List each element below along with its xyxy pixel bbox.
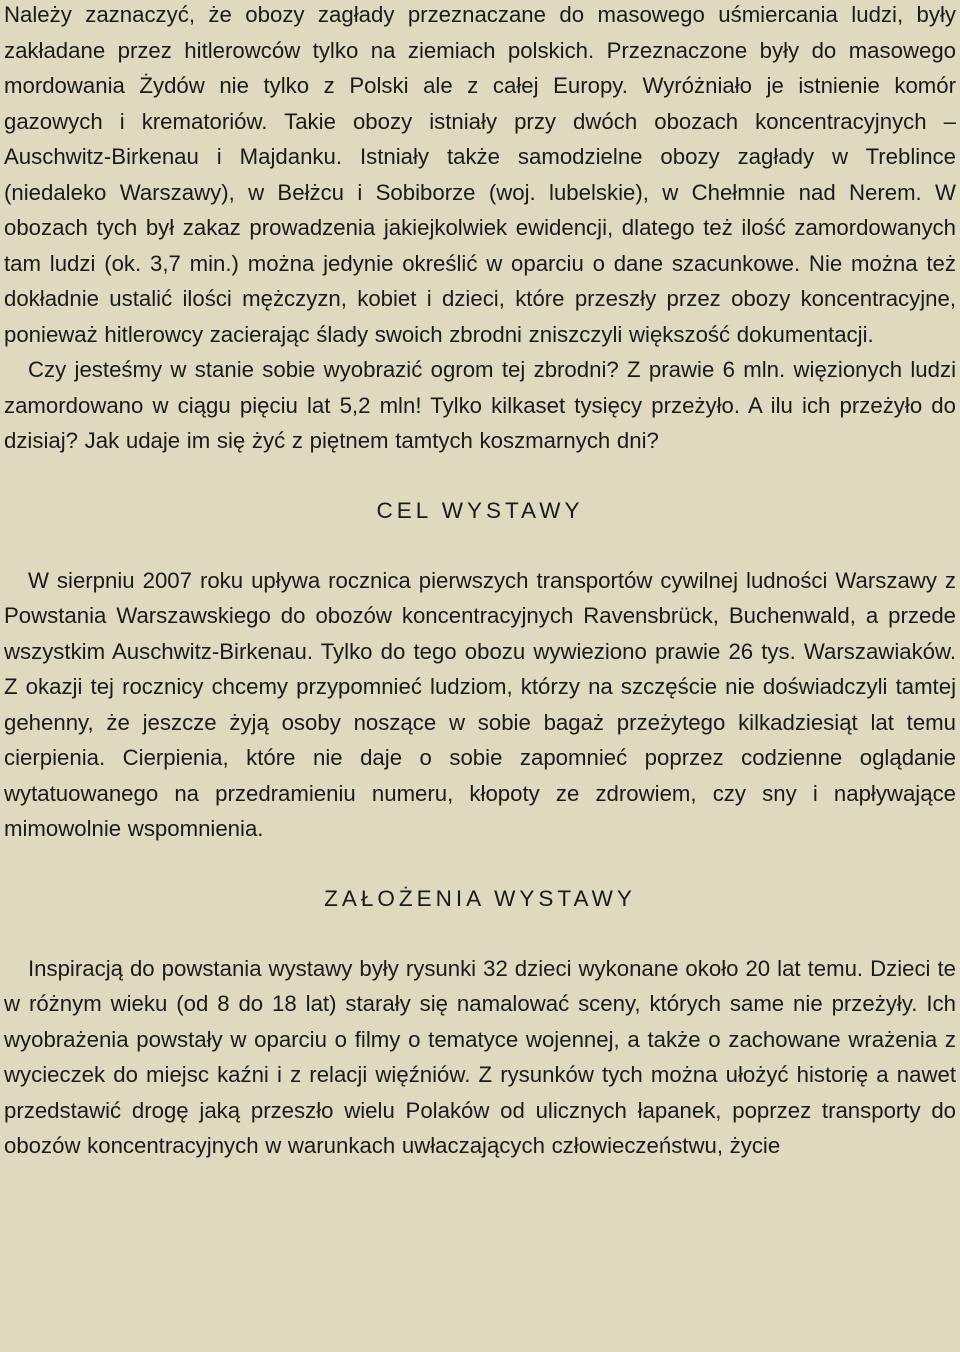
heading-exhibition-goal: CEL WYSTAWY: [376, 497, 584, 523]
paragraph-scale-of-crime: Czy jesteśmy w stanie sobie wyobrazić ogrom tej zbrodni? Z prawie 6 mln. więzionych ludzi zamordowano w ciągu pięciu lat 5,2 mln! Tylko kilkaset tysięcy przeżyło. A ilu ich przeżyło do dzisiaj? Jak udaje im się żyć z piętnem tamtych koszmarnych dni?: [4, 357, 956, 453]
heading-exhibition-assumptions: ZAŁOŻENIA WYSTAWY: [324, 885, 636, 911]
paragraph-exhibition-goal: W sierpniu 2007 roku upływa rocznica pierwszych transportów cywilnej ludności Warszawy z Powstania Warszawskiego do obozów koncentracyjnych Ravensbrück, Buchenwald, a przede wszystkim Auschwitz-Birkenau. Tylko do tego obozu wywieziono prawie 26 tys. Warszawiaków. Z okazji tej rocznicy chcemy przypomnieć ludziom, którzy na szczęście nie doświadczyli tamtej gehenny, że jeszcze żyją osoby noszące w sobie bagaż przeżytego kilkadziesiąt lat temu cierpienia. Cierpienia, które nie daje o sobie zapomnieć poprzez codzienne oglądanie wytatuowanego na przedramieniu numeru, kłopoty ze zdrowiem, czy sny i napływające mimowolnie wspomnienia.: [4, 567, 956, 841]
paragraph-extermination-camps: Należy zaznaczyć, że obozy zagłady przeznaczane do masowego uśmiercania ludzi, były zakładane przez hitlerowców tylko na ziemiach polskich. Przeznaczone były do masowego mordowania Żydów nie tylko z Polski ale z całej Europy. Wyróżniało je istnienie komór gazowych i krematoriów. Takie obozy istniały przy dwóch obozach koncentracyjnych – Auschwitz-Birkenau i Majdanku. Istniały także samodzielne obozy zagłady w Treblince (niedaleko Warszawy), w Bełżcu i Sobiborze (woj. lubelskie), w Chełmnie nad Nerem. W obozach tych był zakaz prowadzenia jakiejkolwiek ewidencji, dlatego też ilość zamordowanych tam ludzi (ok. 3,7 min.) można jedynie określić w oparciu o dane szacunkowe. Nie można też dokładnie ustalić ilości mężczyzn, kobiet i dzieci, które przeszły przez obozy koncentracyjne, ponieważ hitlerowcy zacierając ślady swoich zbrodni zniszczyli większość dokumentacji.: [4, 2, 956, 347]
paragraph-exhibition-assumptions: Inspiracją do powstania wystawy były rysunki 32 dzieci wykonane około 20 lat temu. Dzieci te w różnym wieku (od 8 do 18 lat) starały się namalować sceny, których same nie przeżyły. Ich wyobrażenia powstały w oparciu o filmy o tematyce wojennej, a także o zachowane wrażenia z wycieczek do miejsc kaźni i z relacji więźniów. Z rysunków tych można ułożyć historię a nawet przedstawić drogę jaką przeszło wielu Polaków od ulicznych łapanek, poprzez transporty do obozów koncentracyjnych w warunkach uwłaczających człowieczeństwu, życie: [4, 955, 956, 1158]
